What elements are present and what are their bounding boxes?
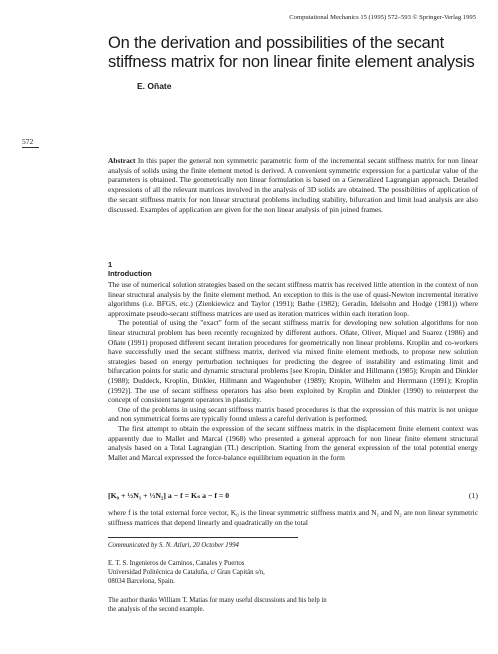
paragraph-1: The use of numerical solution strategies based on the secant stiffness matrix has received little attention in the context of non linear structural analysis by the finite element method. An exception to this is the use of quasi-Newton incremental iterative algorithms (i.e. BFGS, etc.) (Zienkiewicz and Taylor (1991); Bathe (1982); Geradin, Idelsohn and Hodge (1981)) where approximate pseudo-secant stiffness matrices are used as iteration matrices within each iteration loop. — [108, 280, 478, 318]
section-title: Introduction — [108, 269, 152, 278]
acknowledgment: The author thanks William T. Matias for many useful discussions and his help in the analysis of the second example. — [108, 597, 327, 613]
journal-header: Computational Mechanics 15 (1995) 572–593 © Springer-Verlag 1995 — [289, 14, 476, 21]
equation-1 — [108, 491, 478, 500]
paragraph-after-equation: where f is the total external force vector, K₀ is the linear symmetric stiffness matrix and N₁ and N₂ are non linear symmetric stiffness matrices that depend linearly and quadratically on the total — [108, 508, 478, 527]
abstract — [108, 156, 478, 214]
equation-text: [K₀ + ½N₁ + ⅓N₂] a − f = Kₛ a − f = 0 — [108, 491, 230, 500]
affiliation-line: E. T. S. Ingenieros de Caminos, Canales y Puertos — [108, 560, 245, 567]
equation-number: (1) — [468, 491, 478, 500]
paragraph-2: The potential of using the "exact" form of the secant stiffness matrix for developing new solution algorithms for non linear structural problem has been recently recognized by different authors. Oñate, Oliver, Miquel and Suarez (1986) and Oñate (1991) proposed different secant iteration procedures for geometrically non linear problems. Kroplin and co-workers have successfully used the secant stiffness matrix, derived via mixed finite element methods, to propose new solution strategies based on energy perturbation techniques for predicting the degree of instability and estimating limit and bifurcation points for static and dynamic structural problems [see Kropin, Dinkler and Hillmann (1985); Kropin and Dinkler (1988); Duddeck, Kroplin, Dinkler, Hillmann and Wagenhuber (1989); Kropin, Wilhelm and Herrmann (1991); Kroplin (1992)]. The use of secant stiffness operators has also been exploited by Kroplin and Dinkler (1990) to reinterpret the concept of consistent tangent operators in plasticity. — [108, 318, 478, 405]
section-number: 1 — [108, 260, 113, 269]
author-name: E. Oñate — [137, 81, 172, 91]
footnote-rule — [108, 537, 298, 538]
page-number: 572 — [22, 137, 34, 146]
body-text — [108, 280, 478, 462]
author-affiliation — [108, 559, 368, 586]
affiliation-line: Universidad Politécnica de Cataluña, c/ Gran Capitán s/n, — [108, 569, 265, 576]
paper-title: On the derivation and possibilities of the secant stiffness matrix for non linear finite element analysis — [108, 34, 475, 71]
abstract-text: In this paper the general non symmetric parametric form of the incremental secant stiffness matrix for non linear analysis of solids using the finite element metod is derived. A convenient symmetric expression for a particular value of the parameters is obtained. The geometrically non linear formulation is based on a Generalized Lagrangian approach. Detailed expressions of all the relevant matrices involved in the analysis of 3D solids are obtained. The possibilities of application of the secant stiffness matrix for non linear structural problems including stability, bifurcation and limit load analysis are also discussed. Examples of application are given for the non linear analysis of pin joined frames. — [108, 156, 478, 214]
paragraph-3: One of the problems in using secant stiffness matrix based procedures is that the expression of this matrix is not unique and non symmetrical forms are typically found unless a careful derivation is performed. — [108, 404, 478, 424]
abstract-label: Abstract — [108, 156, 136, 165]
paragraph-4: The first attempt to obtain the expression of the secant stiffness matrix in the displacement finite element context was apparently due to Mallet and Marcal (1968) who presented a general approach for non linear finite element structural analysis based on a Total Lagrangian (TL) description. Starting from the general expression of the total potential energy Mallet and Marcal expressed the force-balance equilibrium equation in the form — [108, 423, 478, 462]
communicated-by: Communicated by S. N. Atluri, 20 October 1994 — [108, 542, 239, 549]
affiliation-line: 08034 Barcelona, Spain. — [108, 578, 175, 585]
page-number-rule — [22, 147, 39, 148]
